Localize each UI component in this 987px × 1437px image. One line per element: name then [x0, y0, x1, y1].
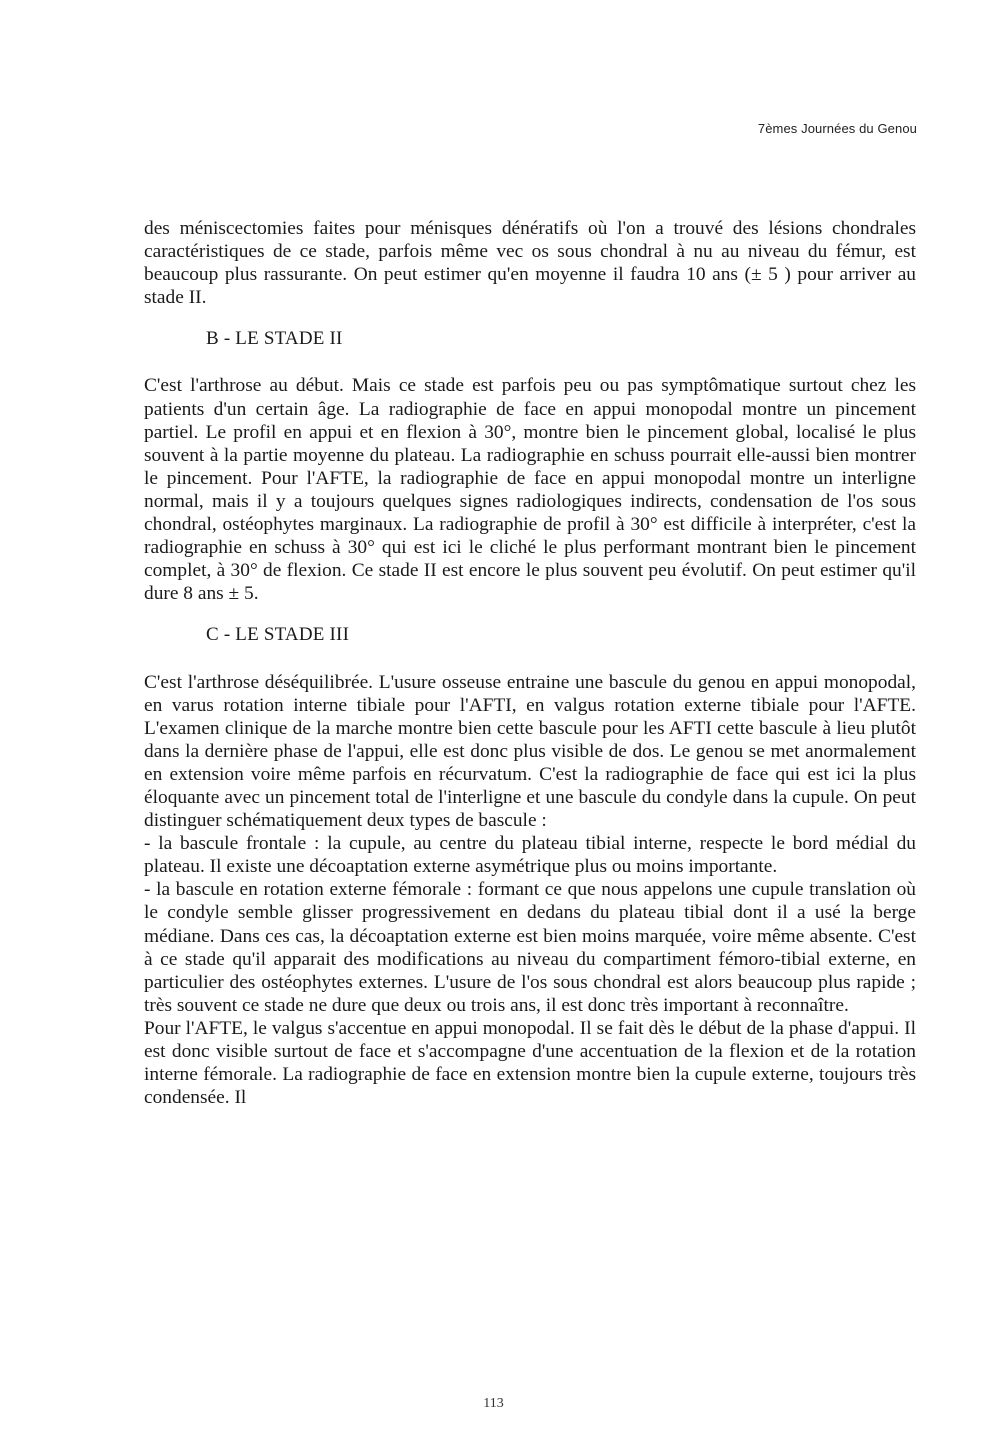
- section-heading-stade-ii: B - LE STADE II: [206, 328, 343, 350]
- bullet-bascule-rotation: - la bascule en rotation externe fémorale : formant ce que nous appelons une cupule translation où le condyle semble glisser progressivement en dedans du plateau tibial dont il a usé la berge médiane. Dans ces cas, la décoaptation externe est bien moins marquée, voire même absente. C'est à ce stade qu'il apparait des modifications au niveau du compartiment fémoro-tibial externe, en particulier des ostéophytes externes. L'usure de l'os sous chondral est alors beaucoup plus rapide ; très souvent ce stade ne dure que deux ou trois ans, il est donc très important à reconnaître.: [144, 879, 916, 1016]
- bullet-bascule-frontale: - la bascule frontale : la cupule, au centre du plateau tibial interne, respecte le bord médial du plateau. Il existe une décoaptation externe asymétrique plus ou moins importante.: [144, 833, 916, 878]
- section-heading-stade-iii: C - LE STADE III: [206, 624, 350, 646]
- paragraph-stade-ii: C'est l'arthrose au début. Mais ce stade est parfois peu ou pas symptômatique surtout chez les patients d'un certain âge. La radiographie de face en appui monopodal montre un pincement partiel. Le profil en appui et en flexion à 30°, montre bien le pincement global, localisé le plus souvent à la partie moyenne du plateau. La radiographie en schuss pourrait elle-aussi bien montrer le pincement. Pour l'AFTE, la radiographie de face en appui monopodal montre un interligne normal, mais il y a toujours quelques signes radiologiques indirects, condensation de l'os sous chondral, ostéophytes marginaux. La radiographie de profil à 30° est difficile à interpréter, c'est la radiographie en schuss à 30° qui est ici le cliché le plus performant montrant bien le pincement complet, à 30° de flexion. Ce stade II est encore le plus souvent peu évolutif. On peut estimer qu'il dure 8 ans ± 5.: [144, 375, 916, 605]
- paragraph-stade-iii: C'est l'arthrose déséquilibrée. L'usure osseuse entraine une bascule du genou en appui monopodal, en varus rotation interne tibiale pour l'AFTI, en valgus rotation externe tibiale pour l'AFTE. L'examen clinique de la marche montre bien cette bascule pour les AFTI cette bascule à lieu plutôt dans la dernière phase de l'appui, elle est donc plus visible de dos. Le genou se met anormalement en extension voire même parfois en récurvatum. C'est la radiographie de face qui est ici la plus éloquante avec un pincement total de l'interligne et une bascule du condyle dans la cupule. On peut distinguer schématiquement deux types de bascule :: [144, 671, 916, 832]
- body-text: [144, 217, 916, 1109]
- paragraph-afte: Pour l'AFTE, le valgus s'accentue en appui monopodal. Il se fait dès le début de la phase d'appui. Il est donc visible surtout de face et s'accompagne d'une accentuation de la flexion et de la rotation interne fémorale. La radiographie de face en extension montre bien la cupule externe, toujours très condensée. Il: [144, 1017, 916, 1109]
- page-number: 113: [483, 1396, 504, 1411]
- running-header: 7èmes Journées du Genou: [757, 121, 917, 136]
- paragraph-intro: des méniscectomies faites pour ménisques dénératifs où l'on a trouvé des lésions chondrales caractéristiques de ce stade, parfois même vec os sous chondral à nu au niveau du fémur, est beaucoup plus rassurante. On peut estimer qu'en moyenne il faudra 10 ans (± 5 ) pour arriver au stade II.: [144, 218, 916, 309]
